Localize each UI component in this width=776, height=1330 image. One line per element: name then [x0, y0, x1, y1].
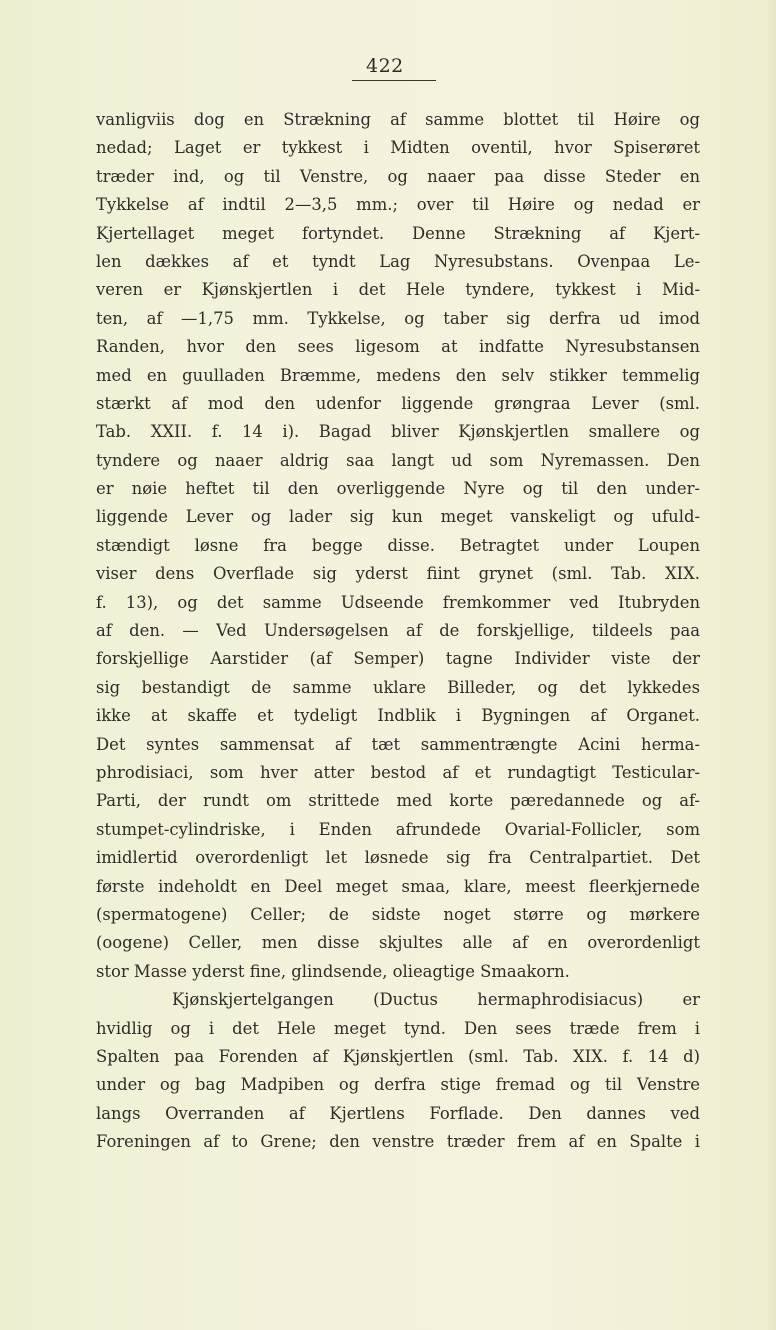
text-line-10: med en guulladen Bræmme, medens den selv stikker temmelig — [96, 365, 700, 385]
text-line-20: forskjellige Aarstider (af Semper) tagne Individer viste der — [96, 649, 700, 669]
text-line-18: f. 13), og det samme Udseende fremkommer ved Itubryden — [96, 592, 700, 612]
text-line-37: Foreningen af to Grene; den venstre træder frem af en Spalte i — [96, 1132, 700, 1152]
text-line-11: stærkt af mod den udenfor liggende grøngraa Lever (sml. — [96, 393, 700, 413]
text-line-23: Det syntes sammensat af tæt sammentrængte Acini herma- — [96, 734, 700, 754]
text-line-7: veren er Kjønskjertlen i det Hele tyndere, tykkest i Mid- — [96, 280, 700, 300]
text-line-30: (oogene) Celler, men disse skjultes alle af en overordenligt — [96, 933, 700, 953]
text-line-6: len dækkes af et tyndt Lag Nyresubstans. Ovenpaa Le- — [96, 251, 700, 271]
text-line-4: Tykkelse af indtil 2—3,5 mm.; over til Høire og nedad er — [96, 195, 700, 215]
text-line-14: er nøie heftet til den overliggende Nyre og til den under- — [96, 479, 700, 499]
page-edge — [766, 0, 776, 1330]
text-line-16: stændigt løsne fra begge disse. Betragtet under Loupen — [96, 535, 700, 555]
text-line-24: phrodisiaci, som hver atter bestod af et rundagtigt Testicular- — [96, 762, 700, 782]
text-line-1: vanligviis dog en Strækning af samme blottet til Høire og — [96, 110, 700, 129]
text-line-22: ikke at skaffe et tydeligt Indblik i Bygningen af Organet. — [96, 706, 700, 726]
text-line-25: Parti, der rundt om strittede med korte pæredannede og af- — [96, 791, 700, 811]
text-line-28: første indeholdt en Deel meget smaa, klare, meest fleerkjernede — [96, 876, 700, 896]
text-line-36: langs Overranden af Kjertlens Forflade. Den dannes ved — [96, 1103, 700, 1123]
page-number: 422 — [366, 55, 404, 77]
text-line-8: ten, af —1,75 mm. Tykkelse, og taber sig derfra ud imod — [96, 308, 700, 328]
body-text — [96, 106, 700, 1156]
text-line-19: af den. — Ved Undersøgelsen af de forskjellige, tildeels paa — [96, 621, 700, 641]
text-line-13: tyndere og naaer aldrig saa langt ud som Nyremassen. Den — [96, 450, 700, 470]
text-line-33: hvidlig og i det Hele meget tynd. Den sees træde frem i — [96, 1018, 700, 1038]
text-line-5: Kjertellaget meget fortyndet. Denne Strækning af Kjert- — [96, 223, 700, 243]
text-line-9: Randen, hvor den sees ligesom at indfatte Nyresubstansen — [96, 337, 700, 357]
text-line-26: stumpet-cylindriske, i Enden afrundede Ovarial-Follicler, som — [96, 819, 700, 839]
page-number-rule — [352, 80, 436, 81]
text-line-15: liggende Lever og lader sig kun meget vanskeligt og ufuld- — [96, 507, 700, 527]
text-line-34: Spalten paa Forenden af Kjønskjertlen (sml. Tab. XIX. f. 14 d) — [96, 1046, 700, 1066]
text-line-21: sig bestandigt de samme uklare Billeder, og det lykkedes — [96, 677, 700, 697]
text-line-27: imidlertid overordenligt let løsnede sig fra Centralpartiet. Det — [96, 848, 700, 868]
text-line-31: stor Masse yderst fine, glindsende, olieagtige Smaakorn. — [96, 961, 570, 981]
text-line-17: viser dens Overflade sig yderst fiint grynet (sml. Tab. XIX. — [96, 564, 700, 584]
text-line-32: Kjønskjertelgangen (Ductus hermaphrodisiacus) er — [172, 990, 700, 1010]
text-line-12: Tab. XXII. f. 14 i). Bagad bliver Kjønskjertlen smallere og — [96, 422, 700, 442]
text-line-29: (spermatogene) Celler; de sidste noget større og mørkere — [96, 904, 700, 924]
text-line-35: under og bag Madpiben og derfra stige fremad og til Venstre — [96, 1075, 700, 1095]
text-line-2: nedad; Laget er tykkest i Midten oventil, hvor Spiserøret — [96, 138, 700, 158]
text-line-3: træder ind, og til Venstre, og naaer paa disse Steder en — [96, 166, 700, 186]
